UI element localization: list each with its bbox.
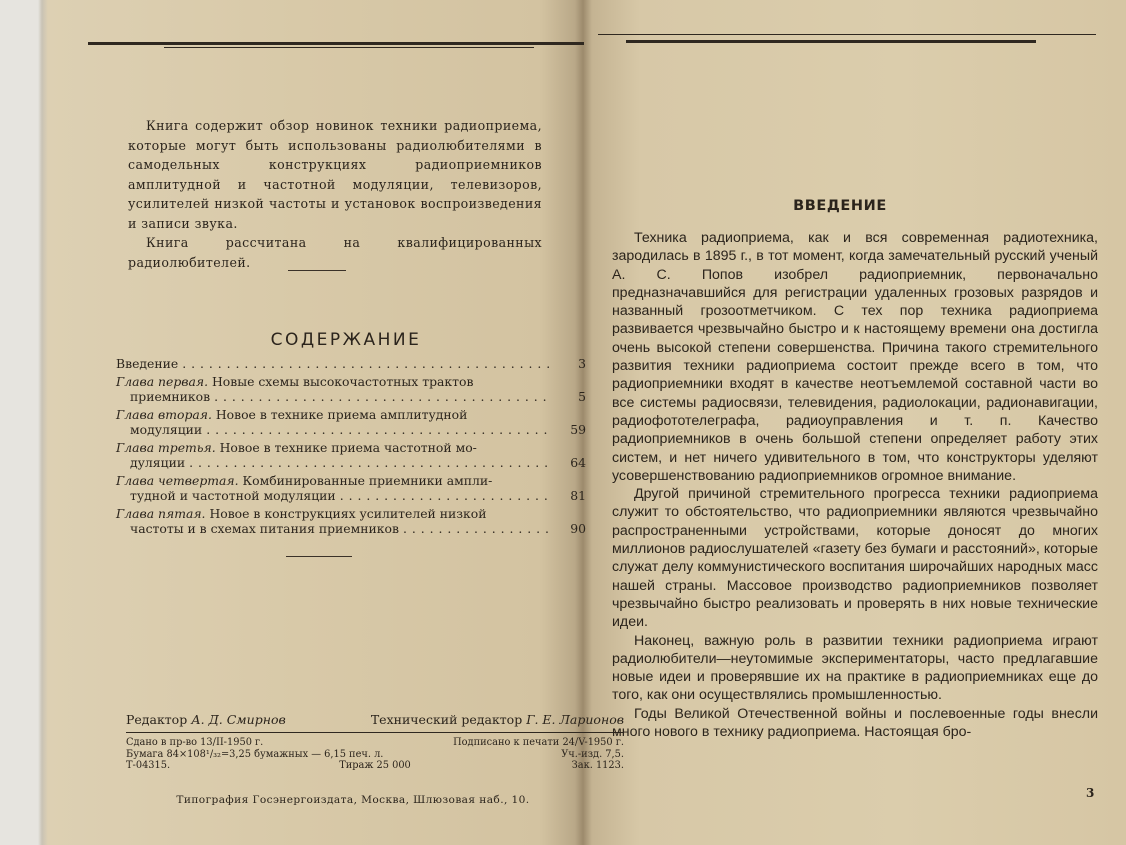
toc-entry xyxy=(116,374,586,405)
imprint-block xyxy=(126,712,624,771)
toc-title: СОДЕРЖАНИЕ xyxy=(270,330,422,350)
imprint-rule xyxy=(126,732,624,733)
top-rule-thin xyxy=(164,47,534,48)
body-paragraph: Техника радиоприема, как и вся современная радиотехника, зародилась в 1895 г., в тот момент, когда замечательный русский ученый А. С. Попов изобрел радиоприемник, первоначально предназначавшийся для регистрации удаленных грозовых разрядов и названный грозоотметчиком. С тех пор техника радиоприема развивается чрезвычайно быстро и к настоящему времени она достигла очень высокой степени совершенства. Причина такого стремительного развития техники радиоприема состоит прежде всего в том, что радиоприемники входят в качестве неотъемлемой составной части во все системы радиосвязи, телевидения, радиолокации, радионавигации, радиофототелеграфа, радиоуправления и т. п. Качество радиоприемников в очень большой степени определяет работу этих систем, и нет ничего удивительного в том, что конструкторы уделяют усовершенствованию радиоприемников огромное внимание. xyxy=(612,230,1098,484)
toc-entry xyxy=(116,440,586,471)
introduction-text xyxy=(612,229,1098,741)
page-number: 3 xyxy=(1086,786,1095,800)
imprint-left: Сдано в пр-во 13/II-1950 г. Бумага 84×108¹/₃₂=3,25 бумажных — 6,15 печ. л. Т-04315. xyxy=(126,737,384,771)
toc-entry-title: Новое в технике приема частотной мо- xyxy=(219,439,477,455)
toc-entry-title-cont: дуляции xyxy=(130,455,186,470)
separator-rule xyxy=(286,556,352,557)
abstract-paragraph: Книга рассчитана на квалифицированных радиолюбителей. xyxy=(128,235,542,270)
body-paragraph: Другой причиной стремительного прогресса техники радиоприема служит то обстоятельство, что радиоприемники являются чрезвычайно распространенными устройствами, которые доносят до многих миллионов радиослушателей «газету без бумаги и расстояний», которые служат делу коммунистического воспитания широчайших народных масс нашей страны. Массовое производство радиоприемников позволяет чрезвычайно быстро реализовать и проверять в них новые технические идеи. xyxy=(612,486,1098,631)
toc-entry-title-cont: частоты и в схемах питания приемников xyxy=(130,521,399,536)
chapter-title: ВВЕДЕНИЕ xyxy=(793,198,887,214)
toc-entry-title: Новое в конструкциях усилителей низкой xyxy=(209,505,487,521)
right-page xyxy=(588,0,1126,845)
abstract-paragraph: Книга содержит обзор новинок техники радиоприема, которые могут быть использованы радиолюбителями в самодельных конструкциях радиоприемников амплитудной и частотной модуляции, телевизоров, усилителей низкой частоты и установок воспроизведения и записи звука. xyxy=(128,118,542,231)
editor-credit: Редактор А. Д. Смирнов xyxy=(126,712,286,727)
toc-entry-title: Новые схемы высокочастотных трактов xyxy=(211,373,474,389)
toc-entry-title: Введение xyxy=(116,356,179,371)
toc-chapter-label: Глава пятая. xyxy=(116,505,206,521)
toc-entry-title-cont: приемников xyxy=(130,389,211,404)
top-rule-thick xyxy=(626,40,1036,43)
toc-chapter-label: Глава третья. xyxy=(116,439,216,455)
toc-entry xyxy=(116,356,586,372)
toc-entry-title-cont: модуляции xyxy=(130,422,203,437)
toc-chapter-label: Глава четвертая. xyxy=(116,472,239,488)
toc-entry-page: 59 xyxy=(570,422,586,437)
top-rule-thick xyxy=(88,42,584,45)
toc-entry-page: 81 xyxy=(570,488,586,503)
toc-entry xyxy=(116,506,586,537)
toc-entry-title: Комбинированные приемники ампли- xyxy=(242,472,493,488)
toc-entry-page: 3 xyxy=(578,356,586,371)
toc-entry-page: 5 xyxy=(578,389,586,404)
tech-editor-credit: Технический редактор Г. Е. Ларионов xyxy=(370,712,624,727)
body-paragraph: Наконец, важную роль в развитии техники радиоприема играют радиолюбители—неутомимые экспериментаторы, часто предлагавшие новые идеи и проверявшие их на практике в радиоприемниках еще до того, как они осуществлялись промышленностью. xyxy=(612,632,1098,704)
imprint-right: Подписано к печати 24/V-1950 г. Уч.-изд. 7,5. Зак. 1123. xyxy=(453,737,624,771)
printing-house: Типография Госэнергоиздата, Москва, Шлюзовая наб., 10. xyxy=(176,794,530,806)
body-paragraph: Годы Великой Отечественной войны и послевоенные годы внесли много нового в технику радиоприема. Настоящая бро- xyxy=(612,705,1098,741)
left-page xyxy=(48,0,624,845)
separator-rule xyxy=(288,270,346,271)
toc-entry-page: 90 xyxy=(570,521,586,536)
toc-entry xyxy=(116,473,586,504)
toc-entry xyxy=(116,407,586,438)
top-rule-thin xyxy=(598,34,1096,35)
toc-entry-page: 64 xyxy=(570,455,586,470)
toc-entry-title-cont: тудной и частотной модуляции xyxy=(130,488,336,503)
toc-chapter-label: Глава вторая. xyxy=(116,406,212,422)
toc-entry-title: Новое в технике приема амплитудной xyxy=(215,406,468,422)
table-of-contents xyxy=(116,356,586,537)
print-run: Тираж 25 000 xyxy=(339,759,411,771)
toc-chapter-label: Глава первая. xyxy=(116,373,209,389)
book-abstract xyxy=(128,116,542,272)
